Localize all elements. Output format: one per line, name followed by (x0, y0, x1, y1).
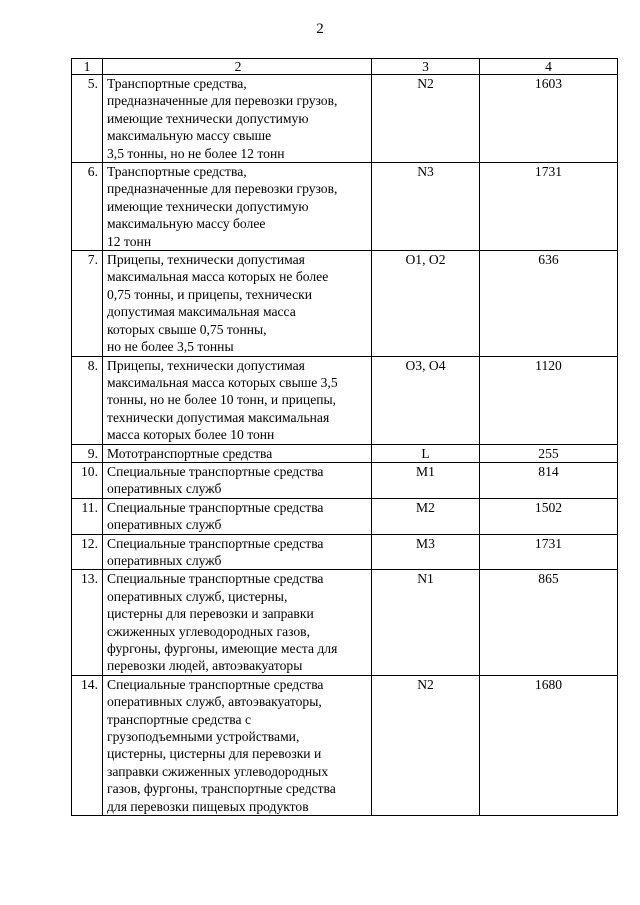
description-line: 3,5 тонны, но не более 12 тонн (107, 145, 285, 161)
page-number: 2 (316, 21, 324, 37)
description-line: предназначенные для перевозки грузов, (107, 181, 338, 197)
description-line: Специальные транспортные средства (107, 463, 324, 479)
description-line: Прицепы, технически допустимая (107, 252, 305, 268)
row-description-cell (103, 498, 372, 534)
table-row (72, 75, 618, 163)
row-description-cell (103, 675, 372, 815)
description-line: цистерны для перевозки и заправки (107, 606, 314, 622)
table-body (72, 59, 618, 816)
table-header-row (72, 59, 618, 75)
description-line: фургоны, фургоны, имеющие места для (107, 641, 338, 656)
description-line: Специальные транспортные средства (107, 499, 324, 515)
description-line: но не более 3,5 тонны (107, 339, 234, 355)
description-line: Специальные транспортные средства (107, 535, 324, 551)
row-number-cell: 11. (72, 498, 103, 534)
description-line: Специальные транспортные средства (107, 571, 324, 587)
description-line: тонны, но не более 10 тонн, и прицепы, (107, 392, 337, 408)
row-value-cell: 1731 (480, 534, 618, 570)
description-line: имеющие технически допустимую (107, 110, 309, 126)
table-row (72, 675, 618, 815)
description-line: имеющие технически допустимую (107, 198, 309, 214)
description-line: максимальная масса которых не более (107, 269, 329, 285)
row-number-cell: 12. (72, 534, 103, 570)
row-description-cell (103, 534, 372, 570)
description-line: грузоподъемными устройствами, (107, 729, 300, 745)
description-line: максимальную массу свыше (107, 128, 272, 144)
table-row (72, 570, 618, 675)
description-line: 0,75 тонны, и прицепы, технически (107, 286, 313, 302)
row-value-cell: 255 (480, 444, 618, 462)
row-value-cell: 1731 (480, 163, 618, 251)
table-row (72, 356, 618, 444)
row-value-cell: 636 (480, 251, 618, 356)
description-line: цистерны, цистерны для перевозки и (107, 746, 322, 762)
header-cell-col3: 3 (372, 59, 480, 75)
row-category-cell: M2 (372, 498, 480, 534)
row-value-cell: 1603 (480, 75, 618, 163)
row-description-cell (103, 356, 372, 444)
description-line: максимальную массу более (107, 216, 266, 232)
row-number-cell: 8. (72, 356, 103, 444)
row-number-cell: 9. (72, 444, 103, 462)
row-value-cell: 865 (480, 570, 618, 675)
row-number-cell: 7. (72, 251, 103, 356)
description-line: Транспортные средства, (107, 164, 247, 180)
row-description-cell (103, 163, 372, 251)
row-category-cell: N2 (372, 75, 480, 163)
row-number-cell: 6. (72, 163, 103, 251)
description-line: Прицепы, технически допустимая (107, 357, 305, 373)
row-number-cell: 10. (72, 462, 103, 498)
description-line: оперативных служб (107, 481, 222, 497)
description-line: для перевозки пищевых продуктов (107, 798, 309, 814)
table-row (72, 462, 618, 498)
row-number-cell: 14. (72, 675, 103, 815)
row-category-cell: O1, O2 (372, 251, 480, 356)
header-cell-col4: 4 (480, 59, 618, 75)
table-row (72, 251, 618, 356)
description-line: технически допустимая максимальная (107, 409, 330, 425)
row-category-cell: N2 (372, 675, 480, 815)
row-value-cell: 1120 (480, 356, 618, 444)
description-line: оперативных служб, цистерны, (107, 588, 288, 604)
row-category-cell: N1 (372, 570, 480, 675)
row-category-cell: N3 (372, 163, 480, 251)
table-row (72, 444, 618, 462)
row-description-cell (103, 570, 372, 675)
row-description-cell (103, 75, 372, 163)
description-line: Транспортные средства, (107, 76, 247, 91)
table-row (72, 163, 618, 251)
row-value-cell: 814 (480, 462, 618, 498)
row-description-cell (103, 444, 372, 462)
header-cell-col1: 1 (72, 59, 103, 75)
row-category-cell: O3, O4 (372, 356, 480, 444)
row-description-cell (103, 462, 372, 498)
description-line: оперативных служб (107, 552, 222, 568)
description-line: транспортные средства с (107, 711, 251, 727)
description-line: газов, фургоны, транспортные средства (107, 781, 336, 797)
row-category-cell: M1 (372, 462, 480, 498)
row-number-cell: 13. (72, 570, 103, 675)
vehicle-category-table (71, 58, 618, 816)
row-number-cell: 5. (72, 75, 103, 163)
description-line: сжиженных углеводородных газов, (107, 623, 311, 639)
description-line: масса которых более 10 тонн (107, 427, 275, 443)
description-line: предназначенные для перевозки грузов, (107, 93, 338, 109)
description-line: которых свыше 0,75 тонны, (107, 321, 267, 337)
row-value-cell: 1502 (480, 498, 618, 534)
table-row (72, 534, 618, 570)
description-line: 12 тонн (107, 233, 152, 249)
description-line: оперативных служб (107, 517, 222, 533)
description-line: допустимая максимальная масса (107, 304, 296, 320)
header-cell-col2: 2 (103, 59, 372, 75)
table-row (72, 498, 618, 534)
description-line: Специальные транспортные средства (107, 676, 324, 692)
row-description-cell (103, 251, 372, 356)
description-line: Мототранспортные средства (107, 445, 273, 461)
description-line: заправки сжиженных углеводородных (107, 763, 329, 779)
description-line: максимальная масса которых свыше 3,5 (107, 374, 338, 390)
row-value-cell: 1680 (480, 675, 618, 815)
row-category-cell: L (372, 444, 480, 462)
row-category-cell: M3 (372, 534, 480, 570)
description-line: перевозки людей, автоэвакуаторы (107, 658, 303, 674)
description-line: оперативных служб, автоэвакуаторы, (107, 694, 322, 710)
